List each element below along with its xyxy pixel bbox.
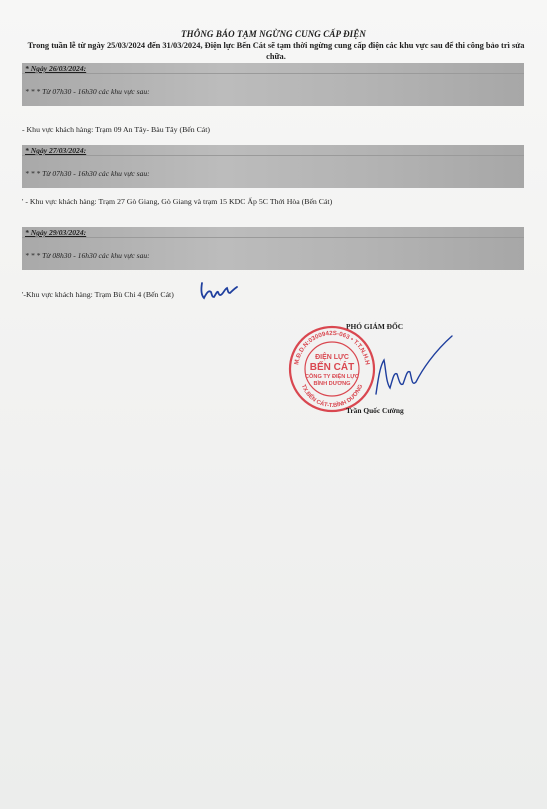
initials-signature-icon bbox=[197, 280, 241, 302]
schedule-time-3: * * * Từ 08h30 - 16h30 các khu vực sau: bbox=[25, 251, 150, 260]
stamp-bottom-text: TX.BẾN CÁT-T.BÌNH DƯƠNG bbox=[299, 383, 365, 410]
signer-position: PHÓ GIÁM ĐỐC bbox=[346, 322, 404, 331]
notice-intro: Trong tuần lễ từ ngày 25/03/2024 đến 31/03/2024, Điện lực Bến Cát sẽ tạm thời ngừng cung cấp điện các khu vực sau để thi công bảo trì sửa chữa. bbox=[27, 41, 525, 61]
stamp-line-2: BẾN CÁT bbox=[309, 362, 355, 373]
stamp-line-3: CÔNG TY ĐIỆN LỰC bbox=[305, 374, 359, 380]
schedule-band-1 bbox=[22, 63, 524, 106]
schedule-area-2: ' - Khu vực khách hàng: Trạm 27 Gò Giang, Gò Giang và trạm 15 KDC Ấp 5C Thới Hòa (Bến Cát) bbox=[22, 197, 333, 206]
schedule-time-1: * * * Từ 07h30 - 16h30 các khu vực sau: bbox=[25, 87, 150, 96]
schedule-date-2: * Ngày 27/03/2024: bbox=[25, 146, 87, 155]
stamp-ring-text: M.Đ.D.N:0300942S-063 • T.T.N.H.H bbox=[293, 329, 371, 366]
schedule-band-2 bbox=[22, 145, 524, 188]
schedule-date-1: * Ngày 26/03/2024: bbox=[25, 64, 87, 73]
schedule-area-1: - Khu vực khách hàng: Trạm 09 An Tây- Bàu Tây (Bến Cát) bbox=[22, 125, 211, 134]
schedule-time-2: * * * Từ 07h30 - 16h30 các khu vực sau: bbox=[25, 169, 150, 178]
director-signature-icon bbox=[360, 330, 456, 402]
schedule-area-3: '-Khu vực khách hàng: Trạm Bù Chi 4 (Bến Cát) bbox=[22, 290, 174, 299]
signer-name: Trần Quốc Cường bbox=[346, 406, 404, 415]
schedule-band-3 bbox=[22, 227, 524, 270]
schedule-date-3: * Ngày 29/03/2024: bbox=[25, 228, 87, 237]
stamp-line-1: ĐIỆN LỰC bbox=[315, 354, 349, 361]
stamp-line-4: BÌNH DƯƠNG bbox=[313, 381, 351, 387]
notice-title: THÔNG BÁO TẠM NGỪNG CUNG CẤP ĐIỆN bbox=[181, 29, 366, 39]
